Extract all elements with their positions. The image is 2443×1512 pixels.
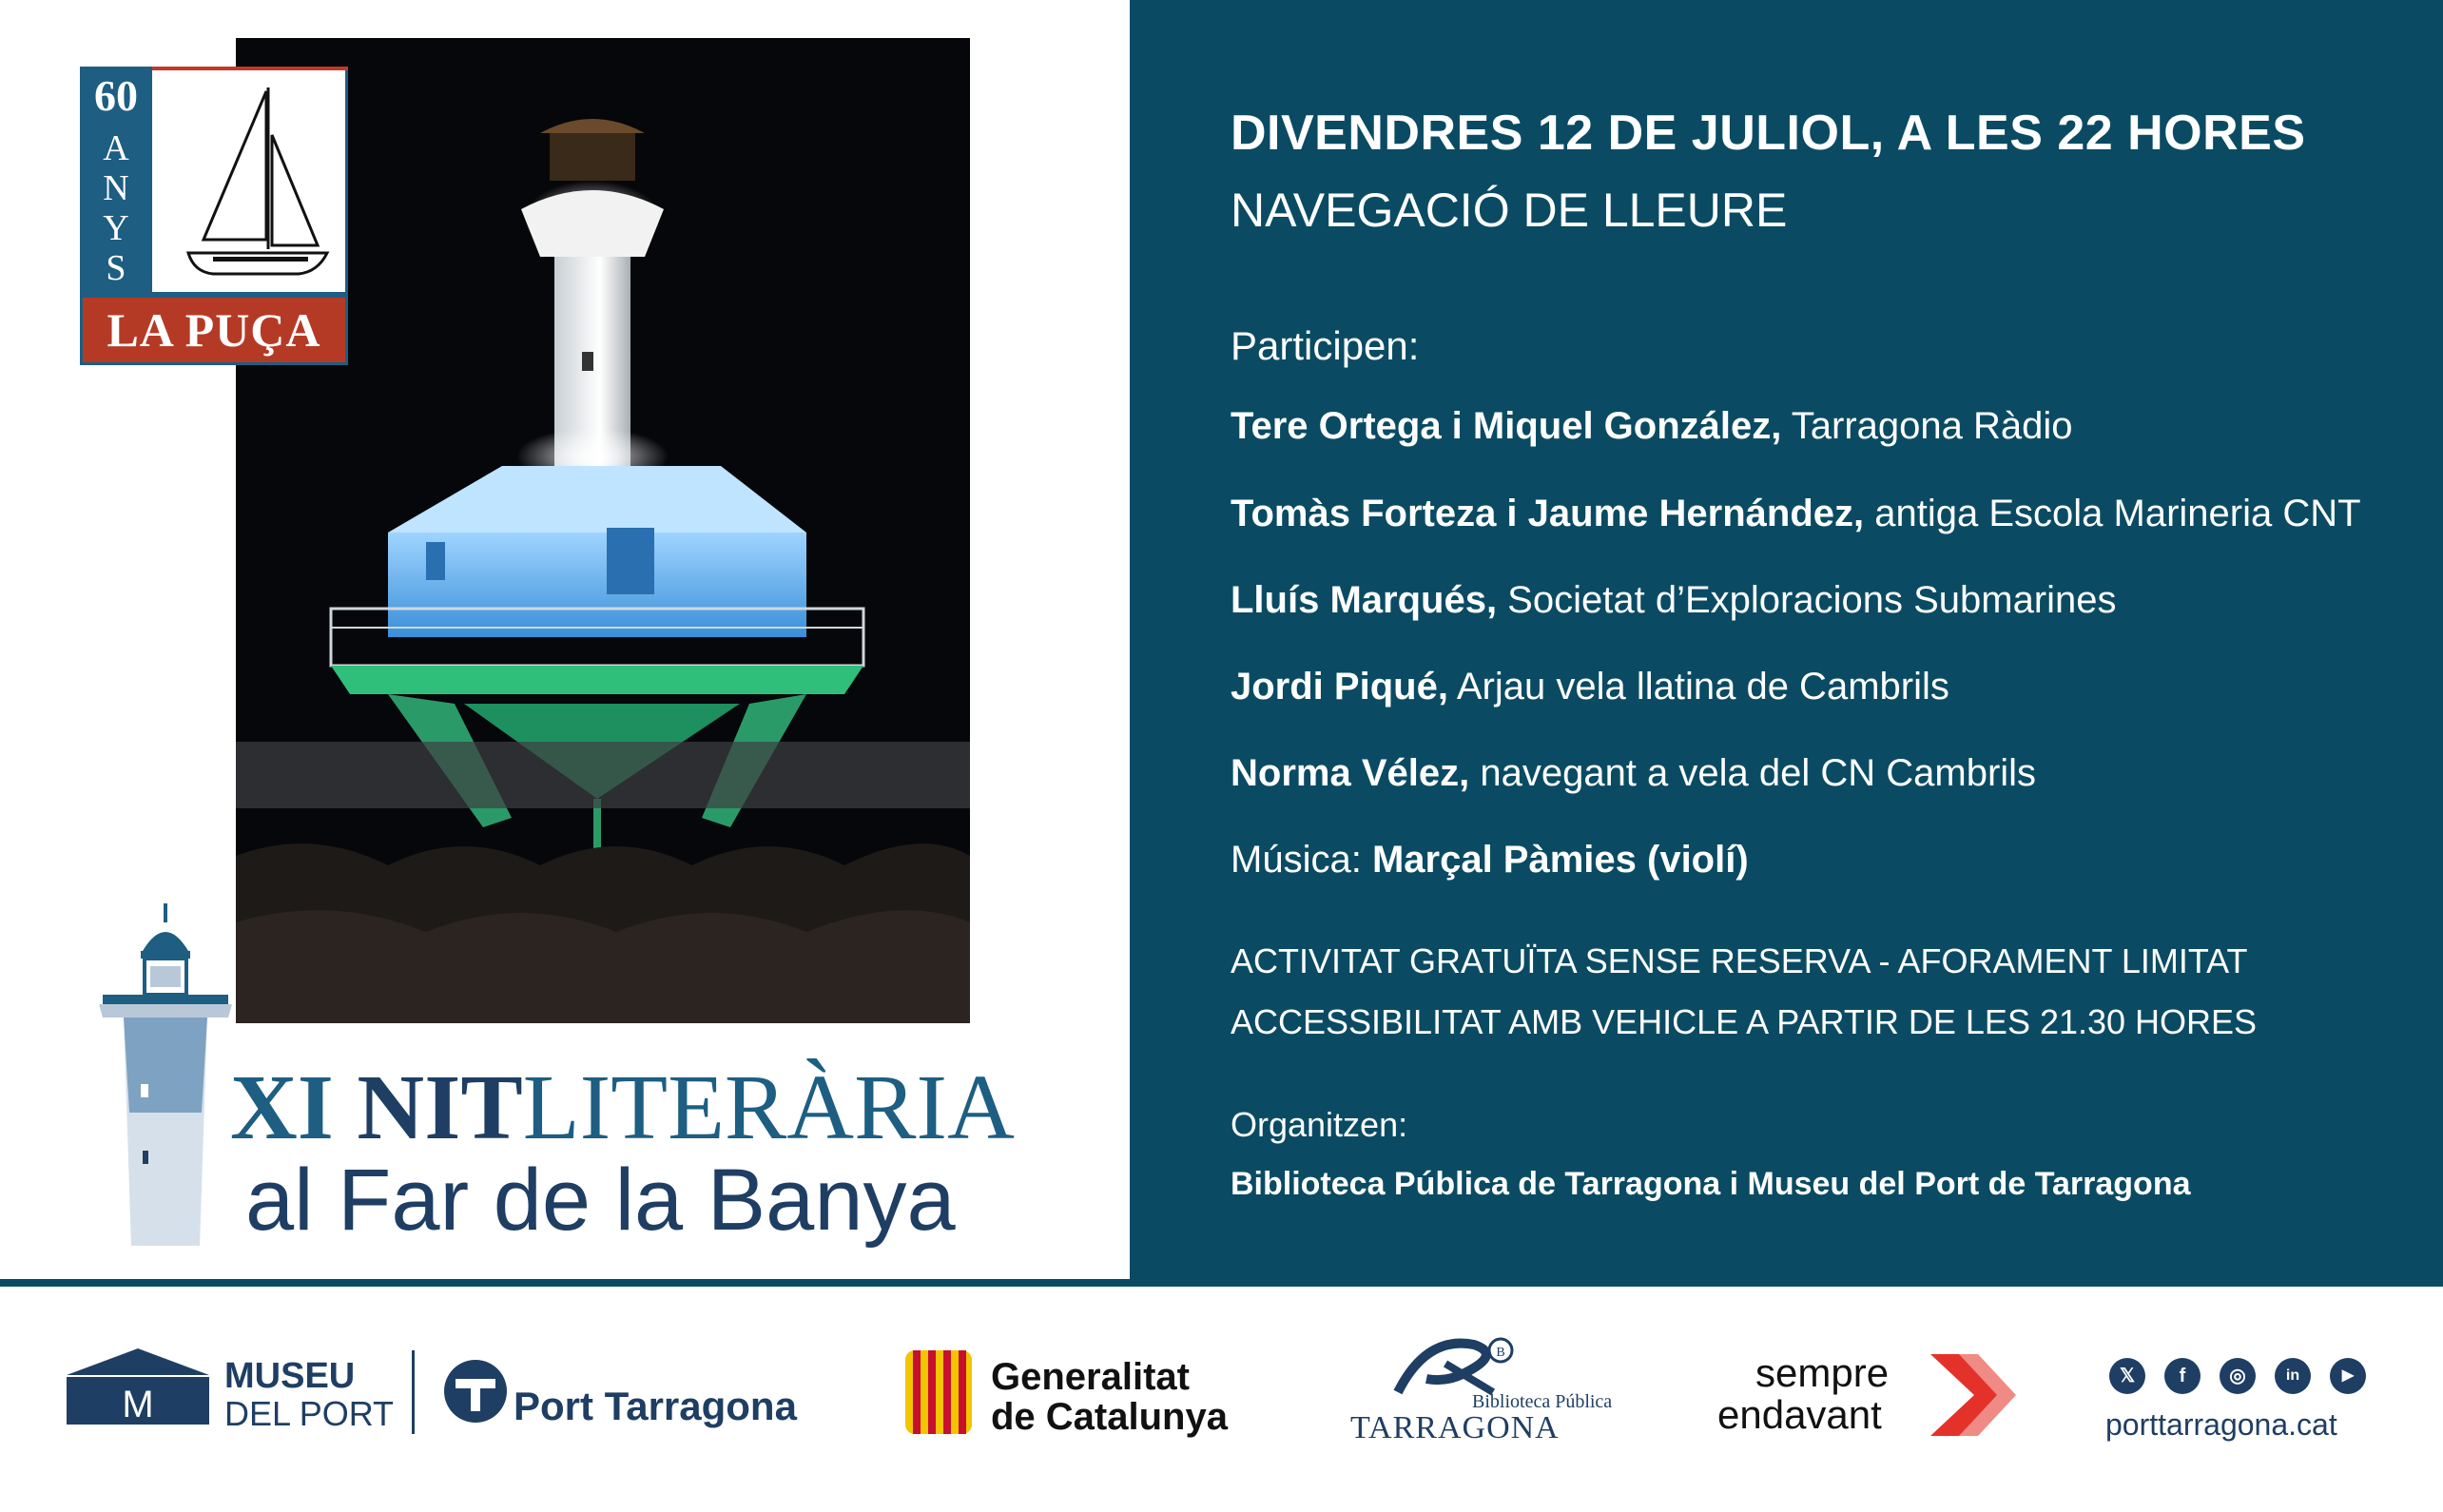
generalitat-flag-logo (905, 1350, 972, 1434)
participants-label: Participen: (1231, 323, 1420, 368)
participant-names: Jordi Piqué, (1231, 666, 1448, 708)
x-icon[interactable]: 𝕏 (2109, 1358, 2145, 1394)
music-label: Música: (1231, 839, 1372, 881)
poster-left-panel (0, 0, 1130, 1279)
participant-affiliation: Tarragona Ràdio (1781, 405, 2073, 447)
facebook-icon[interactable]: f (2164, 1358, 2201, 1394)
instagram-icon[interactable]: ◎ (2220, 1358, 2256, 1394)
music-performer: Marçal Pàmies (violí) (1371, 839, 1749, 881)
lighthouse-illustration (86, 894, 247, 1246)
museu-del-port-logo (67, 1348, 209, 1425)
participant-item (1231, 666, 1949, 708)
participant-names: Norma Vélez, (1231, 752, 1470, 794)
organizers-label: Organitzen: (1231, 1105, 1408, 1144)
title-edition: XI (230, 1056, 358, 1159)
participant-item (1231, 752, 2036, 795)
museu-logo-subtext: DEL PORT (224, 1394, 395, 1433)
participant-affiliation: navegant a vela del CN Cambrils (1469, 752, 2037, 794)
la-puca-badge (80, 67, 348, 365)
biblioteca-logo (1388, 1326, 1522, 1402)
youtube-icon[interactable]: ▶ (2330, 1358, 2366, 1394)
event-title (230, 1056, 1015, 1160)
linkedin-icon[interactable]: in (2275, 1358, 2311, 1394)
badge-red-line (152, 67, 348, 70)
participant-affiliation: Societat d’Exploracions Submarines (1497, 579, 2117, 621)
logo-divider (412, 1350, 415, 1434)
biblioteca-text: Biblioteca Pública (1472, 1391, 1613, 1412)
sailboat-icon (175, 78, 337, 287)
museu-logo-text: MUSEU (224, 1356, 356, 1396)
badge-letter: S (106, 248, 126, 288)
biblioteca-city: TARRAGONA (1350, 1410, 1560, 1445)
generalitat-subtext: de Catalunya (991, 1396, 1228, 1438)
event-subtitle-location: al Far de la Banya (245, 1152, 956, 1249)
port-tarragona-text: Port Tarragona (514, 1384, 797, 1428)
event-date: DIVENDRES 12 DE JULIOL, A LES 22 HORES (1231, 106, 2306, 161)
participant-names: Tomàs Forteza i Jaume Hernández, (1231, 493, 1865, 534)
participant-names: Tere Ortega i Miquel González, (1231, 405, 1782, 447)
badge-number: 60 (94, 71, 138, 120)
museu-logo-letter: M (122, 1384, 154, 1425)
event-details-panel (1130, 0, 2443, 1287)
generalitat-text: Generalitat (991, 1356, 1190, 1398)
participant-names: Lluís Marqués, (1231, 579, 1498, 621)
badge-letter: Y (103, 208, 129, 248)
music-item (1231, 839, 1749, 882)
title-literaria: LITERÀRIA (522, 1056, 1015, 1159)
chevron-right-icon (1930, 1354, 2016, 1436)
badge-letter: N (103, 168, 129, 208)
biblioteca-logo-letter: B (1496, 1346, 1505, 1360)
participant-item (1231, 493, 2361, 535)
slogan-text: sempre (1755, 1350, 1890, 1395)
port-tarragona-logo (442, 1358, 509, 1425)
free-entry-note: ACTIVITAT GRATUÏTA SENSE RESERVA - AFORAMENT LIMITAT (1231, 941, 2248, 980)
access-note: ACCESSIBILITAT AMB VEHICLE A PARTIR DE LES 21.30 HORES (1231, 1002, 2258, 1041)
participant-affiliation: antiga Escola Marineria CNT (1864, 493, 2361, 534)
event-theme: NAVEGACIÓ DE LLEURE (1231, 184, 1788, 237)
participant-affiliation: Arjau vela llatina de Cambrils (1447, 666, 1949, 708)
participant-item (1231, 579, 2117, 622)
badge-letter: A (103, 128, 129, 168)
bottom-rule (0, 1279, 1130, 1287)
participant-item (1231, 405, 2073, 448)
slogan-subtext: endavant (1717, 1392, 1882, 1437)
website-link[interactable]: porttarragona.cat (2105, 1407, 2337, 1442)
title-nit: NIT (357, 1056, 523, 1159)
organizers-names: Biblioteca Pública de Tarragona i Museu del Port de Tarragona (1231, 1166, 2191, 1202)
badge-name: LA PUÇA (107, 303, 321, 357)
